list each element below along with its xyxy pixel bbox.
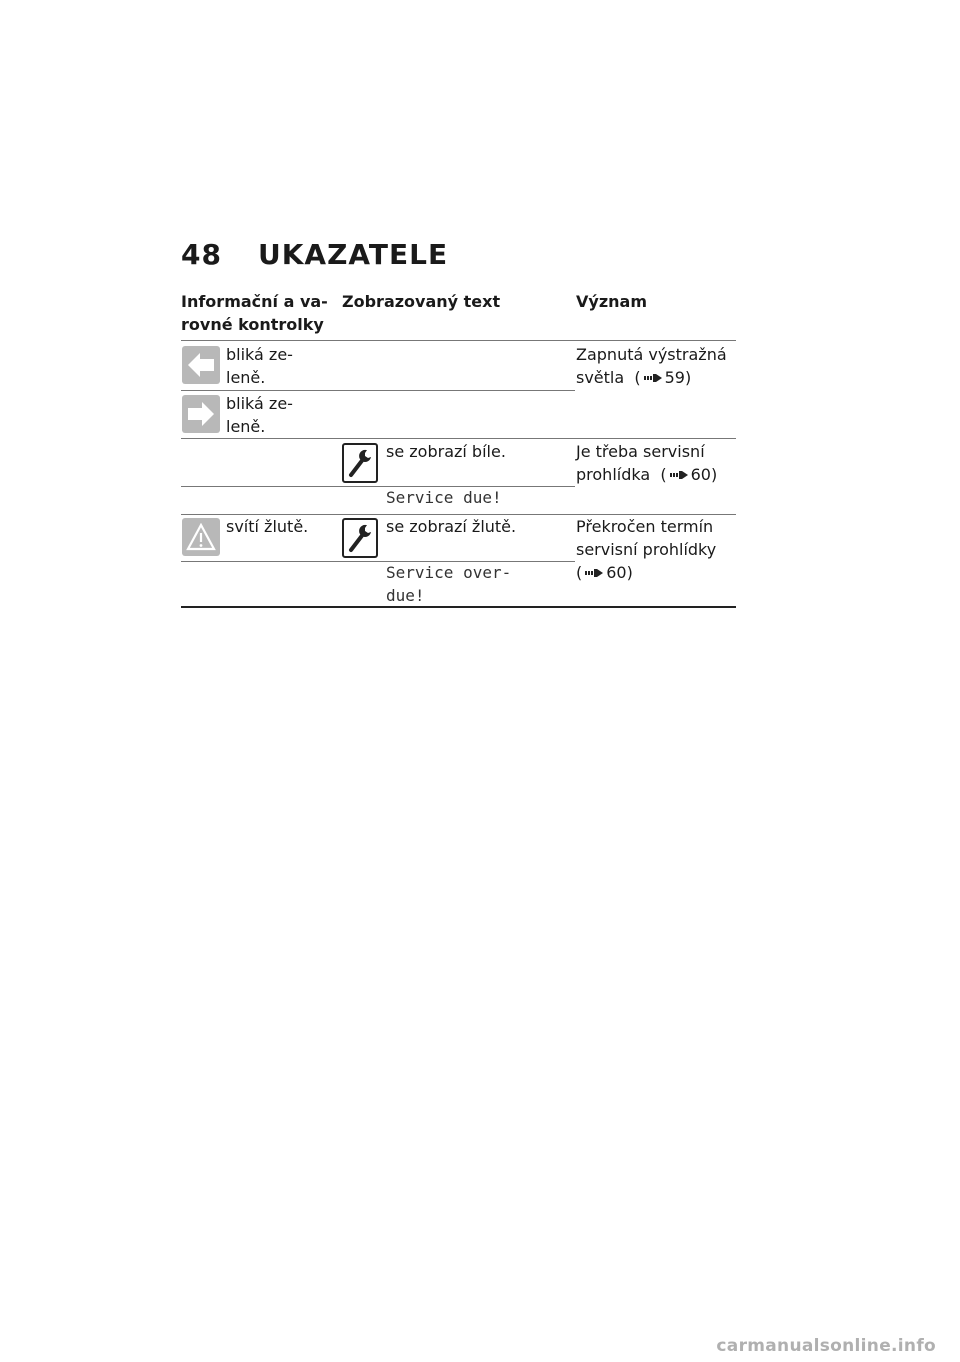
header-divider [181,340,736,341]
hazard-page-ref[interactable]: 59) [664,368,692,387]
column-header-indicators: Informační a va- rovné kontrolky [181,292,328,334]
page-reference-icon [585,562,603,585]
overdue-meaning: Překročen termín servisní prohlídky ( 60) [576,515,716,585]
page-number: 48 [181,238,222,271]
hazard-meaning: Zapnutá výstražná světla ( 59) [576,343,727,390]
column-header-meaning: Význam [576,292,647,311]
row-divider [181,561,575,562]
page-header [181,238,448,271]
service-overdue-display: Service over- due! [386,563,512,605]
warning-triangle-icon [182,518,220,556]
table-bottom-rule [181,606,736,608]
wrench-icon [342,443,378,483]
right-signal-label: bliká ze- leně. [226,394,293,436]
watermark: carmanualsonline.info [716,1336,936,1356]
warning-label: svítí žlutě. [226,517,309,536]
service-due-display: Service due! [386,488,502,507]
service-yellow-text: se zobrazí žlutě. [386,517,517,536]
service-due-page-ref[interactable]: 60) [690,465,718,484]
wrench-icon [342,518,378,558]
row-divider [181,390,575,391]
row-divider [181,438,736,439]
column-header-display-text: Zobrazovaný text [342,292,501,311]
service-white-text: se zobrazí bíle. [386,442,506,461]
turn-right-icon [182,395,220,433]
left-signal-label: bliká ze- leně. [226,345,293,387]
page-title: UKAZATELE [257,238,449,271]
page-reference-icon [644,367,662,390]
row-divider [181,486,575,487]
service-due-meaning: Je třeba servisní prohlídka ( 60) [576,440,717,487]
overdue-page-ref[interactable]: 60) [606,563,633,582]
page-reference-icon [670,464,688,487]
turn-left-icon [182,346,220,384]
